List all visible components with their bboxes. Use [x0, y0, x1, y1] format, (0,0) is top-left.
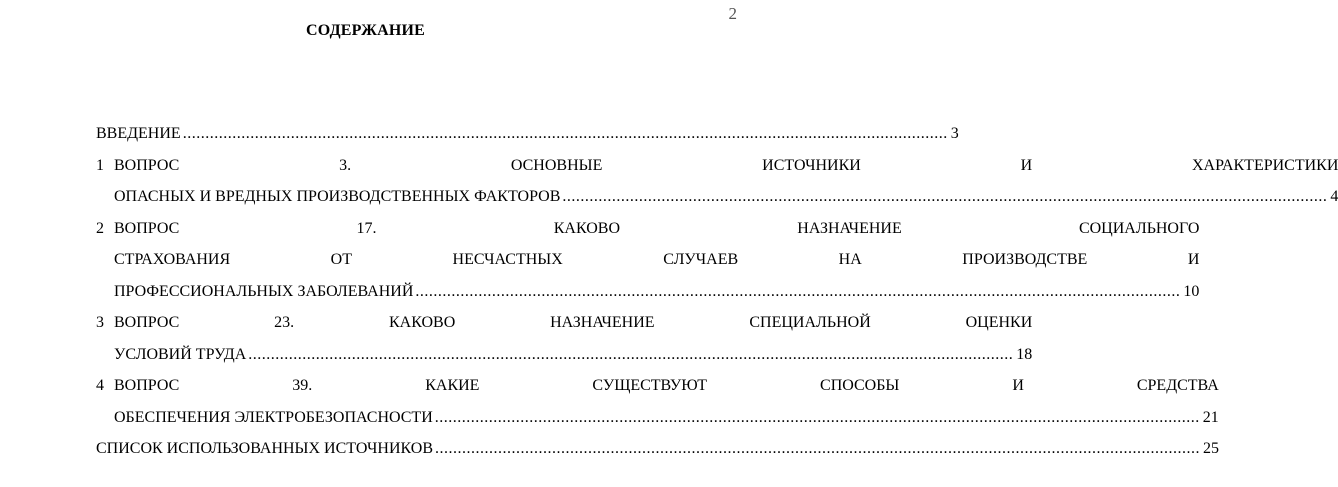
toc-leader-dots — [183, 118, 948, 150]
toc-entry-line: ВОПРОС 39. КАКИЕ СУЩЕСТВУЮТ СПОСОБЫ И СРЕДСТВА — [114, 377, 1219, 394]
toc-entry-question-17[interactable] — [96, 213, 1200, 308]
table-of-contents — [96, 118, 1338, 465]
toc-title: СОДЕРЖАНИЕ — [305, 22, 426, 39]
toc-entry-introduction[interactable] — [96, 118, 959, 150]
toc-entry-line: ВОПРОС 23. КАКОВО НАЗНАЧЕНИЕ СПЕЦИАЛЬНОЙ ОЦЕНКИ — [114, 314, 1033, 331]
toc-entry-page: 21 — [1202, 408, 1219, 426]
toc-entry-title: УСЛОВИЙ ТРУДА — [114, 345, 247, 363]
toc-entry-title: ОПАСНЫХ И ВРЕДНЫХ ПРОИЗВОДСТВЕННЫХ ФАКТОРОВ — [114, 188, 561, 205]
toc-entry-title: ПРОФЕССИОНАЛЬНЫХ ЗАБОЛЕВАНИЙ — [114, 282, 414, 300]
toc-leader-dots — [248, 339, 1013, 371]
toc-leader-dots — [435, 433, 1200, 465]
toc-entry-line: СТРАХОВАНИЯ ОТ НЕСЧАСТНЫХ СЛУЧАЕВ НА ПРОИЗВОДСТВЕ И — [114, 251, 1200, 268]
toc-entry-page: 10 — [1183, 282, 1200, 300]
toc-entry-number: 4 — [96, 377, 104, 394]
toc-entry-title: ВВЕДЕНИЕ — [96, 125, 181, 142]
toc-entry-question-39[interactable] — [96, 370, 1219, 433]
toc-entry-page: 18 — [1016, 345, 1033, 363]
toc-entry-number: 3 — [96, 314, 104, 331]
toc-entry-references[interactable] — [96, 433, 1220, 465]
toc-entry-page: 3 — [950, 125, 959, 142]
toc-entry-question-3[interactable] — [96, 150, 1338, 213]
toc-entry-number: 1 — [96, 156, 104, 174]
toc-entry-number: 2 — [96, 219, 104, 237]
toc-entry-page: 25 — [1203, 440, 1220, 457]
toc-entry-question-23[interactable] — [96, 307, 1033, 370]
toc-leader-dots — [562, 181, 1327, 213]
toc-entry-line: ВОПРОС 17. КАКОВО НАЗНАЧЕНИЕ СОЦИАЛЬНОГО — [114, 219, 1200, 237]
toc-entry-line: ВОПРОС 3. ОСНОВНЫЕ ИСТОЧНИКИ И ХАРАКТЕРИСТИКИ — [114, 156, 1338, 174]
toc-entry-title: ОБЕСПЕЧЕНИЯ ЭЛЕКТРОБЕЗОПАСНОСТИ — [114, 408, 433, 426]
toc-entry-title: СПИСОК ИСПОЛЬЗОВАННЫХ ИСТОЧНИКОВ — [96, 440, 434, 457]
toc-entry-page: 4 — [1330, 188, 1338, 205]
page-number: 2 — [728, 4, 737, 23]
toc-leader-dots — [435, 402, 1200, 434]
toc-leader-dots — [415, 276, 1180, 308]
